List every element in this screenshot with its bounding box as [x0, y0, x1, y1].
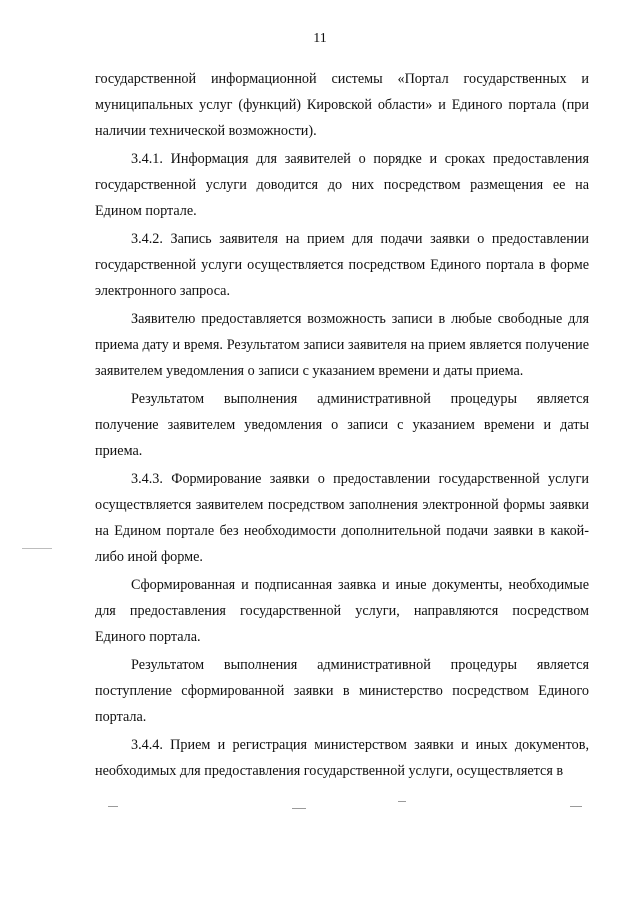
- paragraph-submitted-documents: Сформированная и подписанная заявка и иные документы, необходимые для предоставления государственной услуги, направляются посредством Единого портала.: [95, 577, 589, 645]
- page-number: 11: [313, 31, 327, 46]
- paragraph-procedure-result-2: Результатом выполнения административной процедуры является поступление сформированной заявки в министерство посредством Единого портала.: [95, 657, 589, 725]
- paragraph-3-4-3: 3.4.3. Формирование заявки о предоставлении государственной услуги осуществляется заявителем посредством заполнения электронной формы заявки на Едином портале без необходимости дополнительной подачи заявки в какой-либо иной форме.: [95, 471, 589, 565]
- scan-mark: [570, 806, 582, 807]
- paragraph-continuation: государственной информационной системы «Портал государственных и муниципальных услуг (функций) Кировской области» и Единого портала (при наличии технической возможности).: [95, 71, 589, 139]
- scan-mark: [292, 808, 306, 809]
- scan-mark: [22, 548, 52, 549]
- paragraph-3-4-4: 3.4.4. Прием и регистрация министерством заявки и иных документов, необходимых для предоставления государственной услуги, осуществляется в: [95, 737, 589, 779]
- scan-mark: [398, 801, 406, 802]
- scan-mark: [108, 806, 118, 807]
- paragraph-appointment-option: Заявителю предоставляется возможность записи в любые свободные для приема дату и время. Результатом записи заявителя на прием является получение заявителем уведомления о записи с указанием времени и даты приема.: [95, 311, 589, 379]
- paragraph-3-4-1: 3.4.1. Информация для заявителей о порядке и сроках предоставления государственной услуги доводится до них посредством размещения ее на Едином портале.: [95, 151, 589, 219]
- paragraph-3-4-2: 3.4.2. Запись заявителя на прием для подачи заявки о предоставлении государственной услуги осуществляется посредством Единого портала в форме электронного запроса.: [95, 231, 589, 299]
- paragraph-procedure-result-1: Результатом выполнения административной процедуры является получение заявителем уведомления о записи с указанием времени и даты приема.: [95, 391, 589, 459]
- document-body: [95, 66, 589, 784]
